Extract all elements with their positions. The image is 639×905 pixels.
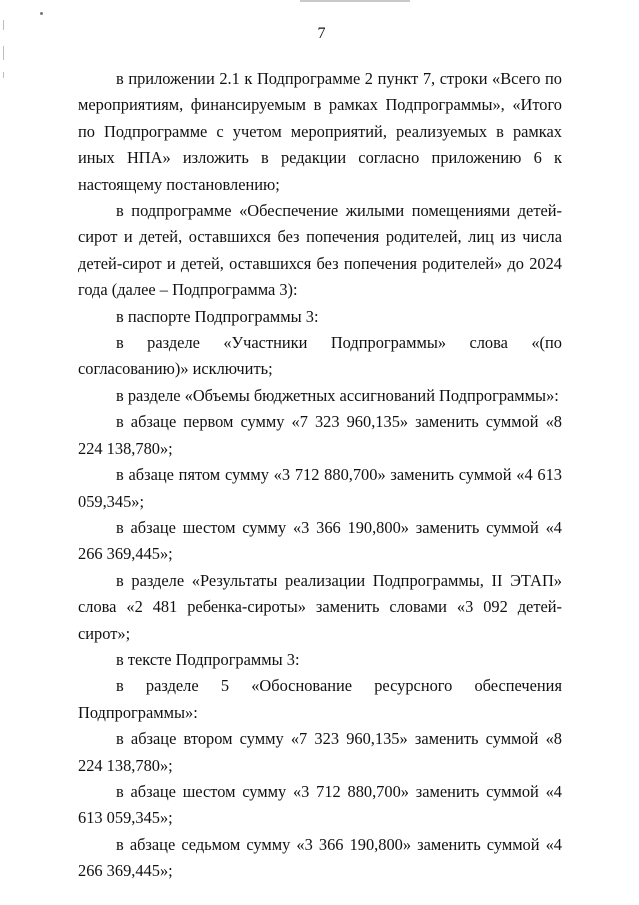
paragraph-budget-heading: в разделе «Объемы бюджетных ассигнований Подпрограммы»: bbox=[116, 385, 559, 405]
page-number: 7 bbox=[317, 25, 326, 42]
paragraph-subprogram-3-intro: в подпрограмме «Обеспечение жилыми помещениями детей-сирот и детей, оставшихся без попечения родителей, лиц из числа детей-сирот и детей, оставшихся без попечения родителей» до 2024 года (далее – Подпрограмма 3): bbox=[78, 201, 562, 300]
scan-edge-mark bbox=[300, 0, 410, 2]
paragraph-budget-fifth: в абзаце пятом сумму «3 712 880,700» заменить суммой «4 613 059,345»; bbox=[78, 465, 562, 511]
paragraph-section-5-sixth: в абзаце шестом сумму «3 712 880,700» заменить суммой «4 613 059,345»; bbox=[78, 781, 562, 828]
paragraph-section-5-seventh: в абзаце седьмом сумму «3 366 190,800» заменить суммой «4 266 369,445»; bbox=[78, 834, 562, 881]
paragraph-budget-first: в абзаце первом сумму «7 323 960,135» заменить суммой «8 224 138,780»; bbox=[78, 412, 562, 458]
paragraph-section-5-second: в абзаце втором сумму «7 323 960,135» заменить суммой «8 224 138,780»; bbox=[78, 729, 562, 775]
paragraph-passport-heading: в паспорте Подпрограммы 3: bbox=[116, 306, 319, 326]
paragraph-section-5-heading: в разделе 5 «Обоснование ресурсного обеспечения Подпрограммы»: bbox=[78, 676, 562, 722]
document-body bbox=[78, 66, 562, 885]
paragraph-appendix-2-1: в приложении 2.1 к Подпрограмме 2 пункт 7, строки «Всего по мероприятиям, финансируемым в рамках Подпрограммы», «Итого по Подпрограмме с учетом мероприятий, реализуемых в рамках иных НПА» изложить в редакции согласно приложению 6 к настоящему постановлению; bbox=[78, 69, 562, 194]
paragraph-participants: в разделе «Участники Подпрограммы» слова «(по согласованию)» исключить; bbox=[78, 333, 562, 379]
margin-tick bbox=[3, 72, 4, 78]
paragraph-text-heading: в тексте Подпрограммы 3: bbox=[116, 649, 300, 669]
margin-tick bbox=[3, 46, 4, 60]
paragraph-budget-sixth: в абзаце шестом сумму «3 366 190,800» заменить суммой «4 266 369,445»; bbox=[78, 517, 562, 564]
paragraph-results: в разделе «Результаты реализации Подпрограммы, II ЭТАП» слова «2 481 ребенка-сироты» заменить словами «3 092 детей-сирот»; bbox=[78, 570, 562, 643]
scan-speck bbox=[40, 12, 43, 15]
